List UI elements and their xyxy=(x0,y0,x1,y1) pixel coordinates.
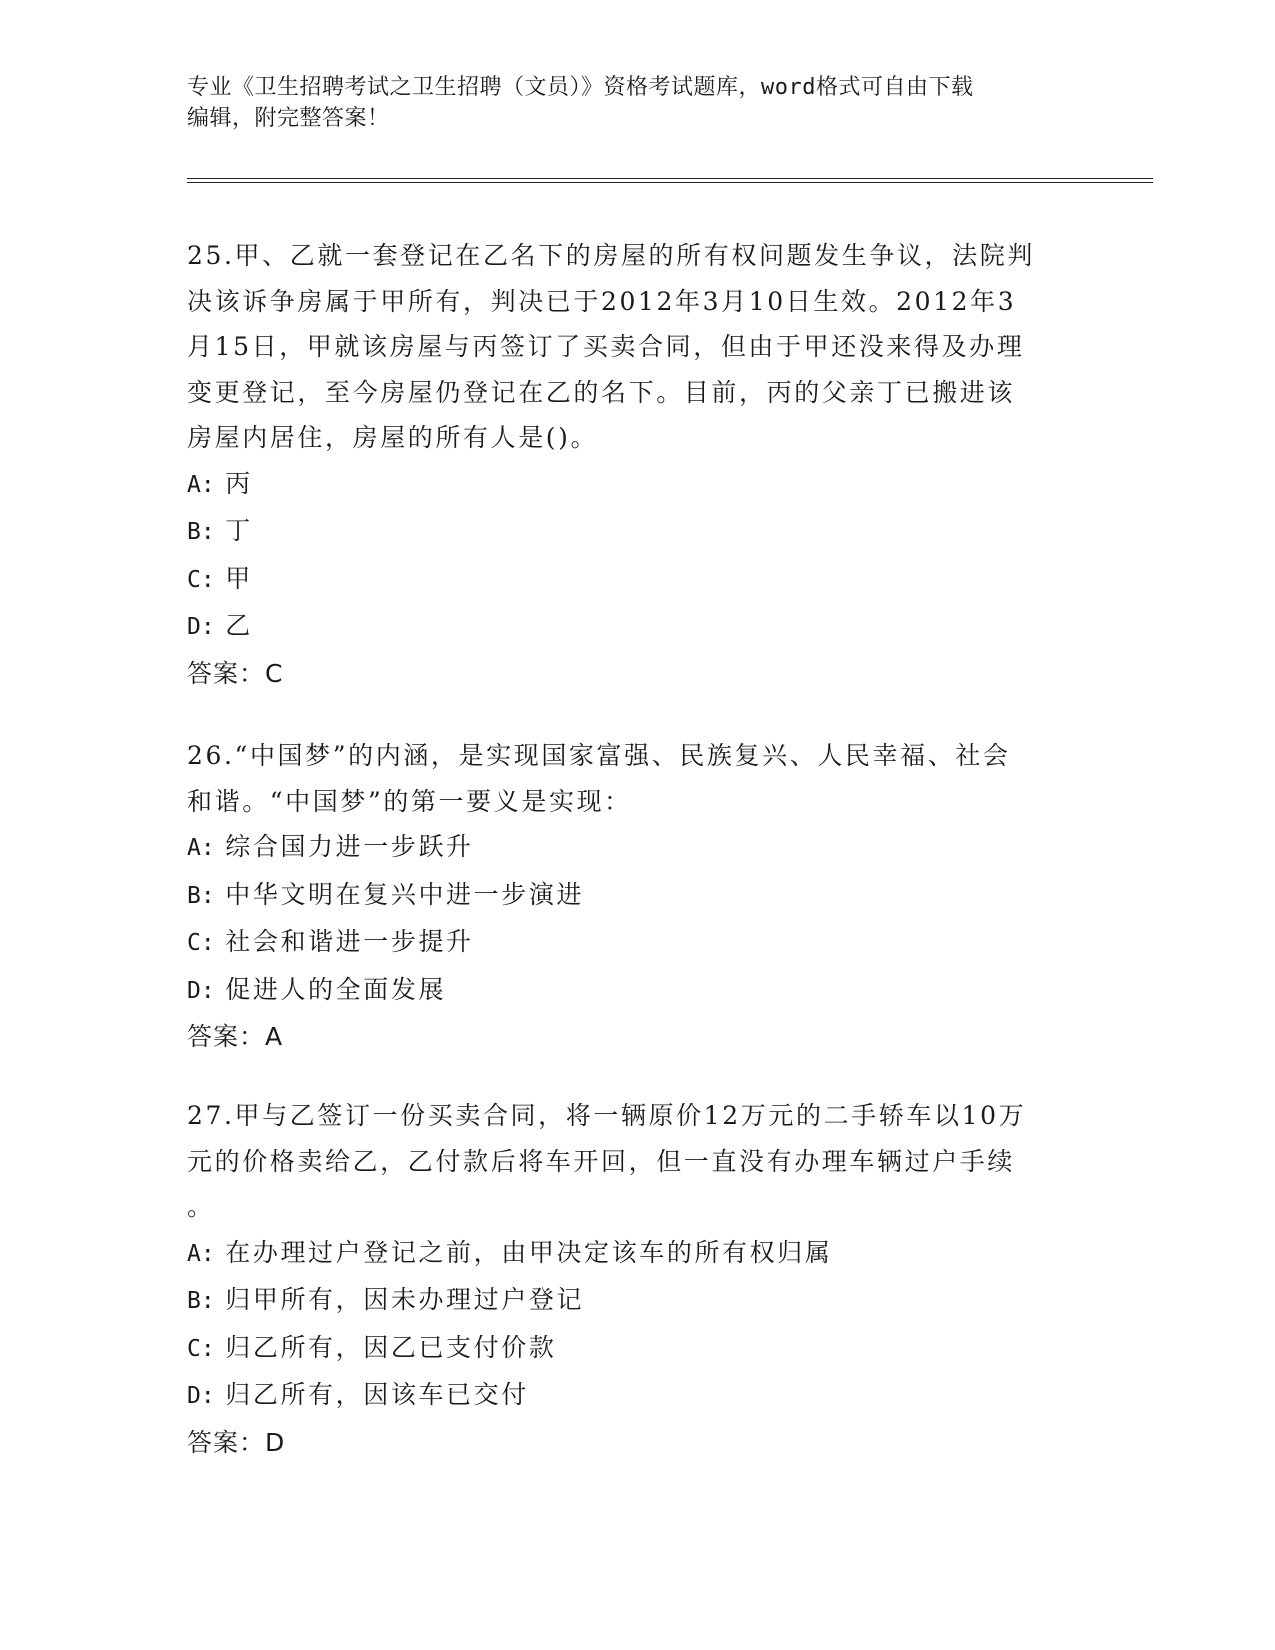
stem-line: 。 xyxy=(187,1192,215,1221)
stem-line: 26.“中国梦”的内涵，是实现国家富强、民族复兴、人民幸福、社会 xyxy=(187,741,1011,770)
option-letter: C: xyxy=(187,1335,215,1362)
option-text: 丁 xyxy=(225,516,253,545)
option-letter: D: xyxy=(187,1383,215,1409)
header-line-2: 编辑，附完整答案！ xyxy=(187,106,390,131)
option-letter: D: xyxy=(187,614,215,640)
stem-line: 房屋内居住，房屋的所有人是()。 xyxy=(187,423,599,452)
question-stem xyxy=(187,1093,1067,1230)
option-letter: B: xyxy=(187,1288,215,1314)
option-text: 综合国力进一步跃升 xyxy=(225,832,474,861)
stem-line: 变更登记，至今房屋仍登记在乙的名下。目前，丙的父亲丁已搬进该 xyxy=(187,377,1016,407)
document-header xyxy=(187,72,1087,134)
option-a xyxy=(187,824,1067,872)
option-d xyxy=(187,1372,1067,1420)
stem-line: 和谐。“中国梦”的第一要义是实现： xyxy=(187,786,632,816)
option-text: 归乙所有，因该车已交付 xyxy=(225,1380,529,1409)
option-letter: D: xyxy=(187,977,215,1004)
question-stem xyxy=(187,233,1067,461)
option-b xyxy=(187,872,1067,920)
question-27 xyxy=(187,1093,1067,1465)
option-text: 甲 xyxy=(225,563,253,593)
option-text: 促进人的全面发展 xyxy=(225,974,447,1004)
option-letter: C: xyxy=(187,566,215,593)
option-letter: A: xyxy=(187,471,215,498)
option-c xyxy=(187,919,1067,967)
option-letter: A: xyxy=(187,835,215,861)
option-text: 归甲所有，因未办理过户登记 xyxy=(225,1285,585,1314)
stem-line: 25.甲、乙就一套登记在乙名下的房屋的所有权问题发生争议，法院判 xyxy=(187,241,1035,270)
option-text: 在办理过户登记之前，由甲决定该车的所有权归属 xyxy=(225,1237,833,1267)
option-text: 丙 xyxy=(225,468,253,498)
option-text: 归乙所有，因乙已支付价款 xyxy=(225,1332,557,1362)
question-26 xyxy=(187,733,1067,1060)
option-d xyxy=(187,967,1067,1015)
stem-line: 决该诉争房属于甲所有，判决已于2012年3月10日生效。2012年3 xyxy=(187,286,1017,316)
option-d xyxy=(187,603,1067,651)
stem-line: 元的价格卖给乙，乙付款后将车开回，但一直没有办理车辆过户手续 xyxy=(187,1146,1016,1176)
option-letter: B: xyxy=(187,882,215,909)
option-letter: C: xyxy=(187,930,215,956)
option-letter: A: xyxy=(187,1240,215,1267)
question-stem xyxy=(187,733,1067,824)
option-c xyxy=(187,1325,1067,1373)
option-letter: B: xyxy=(187,519,215,545)
option-b xyxy=(187,1277,1067,1325)
option-a xyxy=(187,461,1067,509)
answer-line: 答案：D xyxy=(187,1427,286,1457)
answer-line: 答案：C xyxy=(187,658,284,688)
header-divider xyxy=(187,178,1153,183)
stem-line: 27.甲与乙签订一份买卖合同，将一辆原价12万元的二手轿车以10万 xyxy=(187,1101,1027,1130)
stem-line: 月15日，甲就该房屋与丙签订了买卖合同，但由于甲还没来得及办理 xyxy=(187,332,1025,361)
option-text: 乙 xyxy=(225,611,253,640)
option-a xyxy=(187,1230,1067,1278)
header-line-1: 专业《卫生招聘考试之卫生招聘（文员）》资格考试题库，word格式可自由下载 xyxy=(187,75,974,100)
question-25 xyxy=(187,233,1067,696)
option-b xyxy=(187,508,1067,556)
option-text: 社会和谐进一步提升 xyxy=(225,927,474,956)
answer-line: 答案：A xyxy=(187,1022,284,1051)
option-c xyxy=(187,556,1067,604)
option-text: 中华文明在复兴中进一步演进 xyxy=(225,879,585,909)
